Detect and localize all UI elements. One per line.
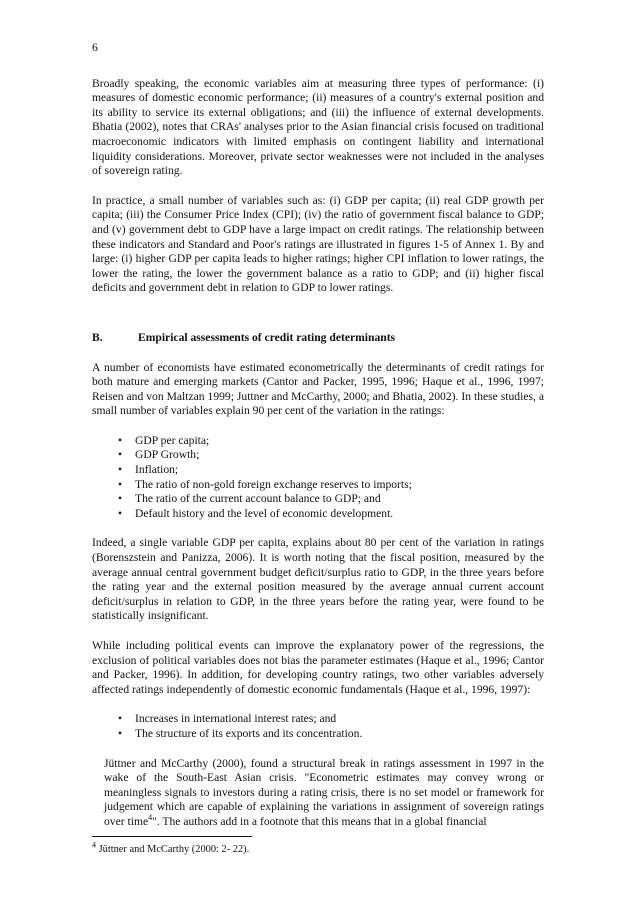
footnote-text: Jüttner and McCarthy (2000: 2- 22). (96, 843, 250, 855)
section-title: Empirical assessments of credit rating determinants (138, 330, 396, 344)
paragraph-gdp-per-capita: Indeed, a single variable GDP per capita, explains about 80 per cent of the variation in ratings (Borenszstein and Panizza, 2006). It is worth noting that the fiscal position, measured by the average annual central government budget deficit/surplus ratio to GDP, in the three years before the rating year and the external position measured by the average annual current account deficit/surplus in relation to GDP, in the three years before the rating year, were found to be statistically insignificant. (92, 536, 544, 623)
bullet-icon: • (118, 506, 123, 520)
paragraph-economists-estimated: A number of economists have estimated econometrically the determinants of credit ratings for both mature and emerging markets (Cantor and Packer, 1995, 1996; Haque et al., 1996, 1997; Reisen and von Maltzan 1999; Juttner and McCarthy, 2000; and Bhatia, 2002). In these studies, a small number of variables explain 90 per cent of the variation in the ratings: (92, 360, 544, 418)
page-content (92, 41, 544, 857)
list-item: • GDP per capita; (118, 433, 210, 447)
list-item: • The structure of its exports and its concentration. (118, 726, 363, 740)
bullet-icon: • (118, 712, 123, 726)
paragraph-political-events: While including political events can improve the explanatory power of the regressions, the exclusion of political variables does not bias the parameter estimates (Haque et al., 1996; Cantor and Packer, 1996). In addition, for developing country ratings, two other variables adversely affected ratings independently of domestic economic fundamentals (Haque et al., 1996, 1997): (92, 639, 544, 696)
list-item: • Default history and the level of economic development. (118, 506, 394, 520)
adverse-factors-list (92, 712, 544, 741)
bullet-icon: • (118, 448, 123, 462)
bullet-icon: • (118, 433, 123, 447)
bullet-icon: • (118, 463, 123, 477)
section-number: B. (92, 330, 103, 344)
paragraph-juttner-mccarthy: Jüttner and McCarthy (2000), found a structural break in ratings assessment in 1997 in the wake of the South-East Asian crisis. "Econometric estimates may convey wrong or meaningless signals to investors during a rating crisis, there is no set model or framework for judgement which are capable of explaining the variations in assignment of sovereign ratings over time$^4$". The authors add in a footnote that this means that in a global financial (104, 756, 544, 828)
list-item: • Increases in international interest rates; and (118, 712, 337, 726)
bullet-icon: • (118, 477, 123, 491)
page-number: 6 (92, 41, 98, 54)
footnote-reference[interactable]: 4 (148, 813, 153, 823)
determinants-list (92, 434, 544, 522)
list-item: • The ratio of the current account balance to GDP; and (118, 492, 381, 506)
bullet-icon: • (118, 726, 123, 740)
section-heading (92, 331, 544, 346)
list-item: • Inflation; (118, 463, 179, 477)
paragraph-economic-variables: Broadly speaking, the economic variables aim at measuring three types of performance: (i) measures of domestic economic performance; (ii) measures of a country's external position and its ability to service its external obligations; and (iii) the influence of external developments. Bhatia (2002), notes that CRAs' analyses prior to the Asian financial crisis focused on traditional macroeconomic indicators with limited emphasis on contingent liability and international liquidity considerations. Moreover, private sector weaknesses were not included in the analyses of sovereign rating. (92, 76, 544, 178)
bullet-icon: • (118, 492, 123, 506)
footnote-marker: 4 (92, 840, 96, 850)
list-item: • The ratio of non-gold foreign exchange reserves to imports; (118, 477, 412, 491)
footnote-separator (92, 836, 252, 837)
footnote (92, 840, 544, 858)
paragraph-in-practice: In practice, a small number of variables such as: (i) GDP per capita; (ii) real GDP growth per capita; (iii) the Consumer Price Index (CPI); (iv) the ratio of government fiscal balance to GDP; and (v) government debt to GDP have a large impact on credit ratings. The relationship between these indicators and Standard and Poor's ratings are illustrated in figures 1-5 of Annex 1. By and large: (i) higher GDP per capita leads to higher ratings; higher CPI inflation to lower ratings, the lower the rating, the lower the government balance as a ratio to GDP; and (ii) higher fiscal deficits and government debt in relation to GDP to lower ratings. (92, 193, 544, 295)
list-item: • GDP Growth; (118, 448, 200, 462)
